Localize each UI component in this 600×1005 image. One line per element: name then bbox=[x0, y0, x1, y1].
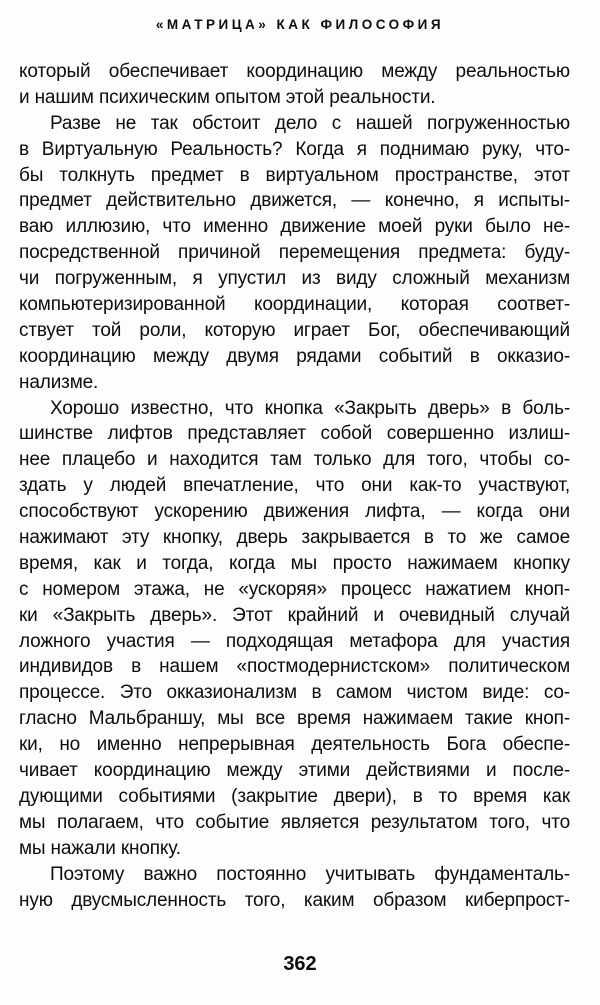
text-line: здать у людей впечатление, что они как-то участвуют, bbox=[19, 475, 570, 497]
text-line: который обеспечивает координацию между реальностью bbox=[19, 61, 570, 82]
paragraph bbox=[19, 111, 570, 396]
text-line: процессе. Это окказионализм в самом чистом виде: со- bbox=[19, 682, 570, 704]
text-line: мы полагаем, что событие является результатом того, что bbox=[19, 811, 570, 833]
text-line: и нашим психическим опытом этой реальности. bbox=[19, 86, 436, 108]
paragraph bbox=[19, 396, 570, 862]
paragraph bbox=[19, 862, 570, 914]
page-body bbox=[19, 59, 570, 913]
text-line: предмет действительно движется, — конечно, я испыты- bbox=[19, 190, 570, 212]
text-line: нее плацебо и находится там только для того, чтобы со- bbox=[19, 449, 570, 471]
running-header: «МАТРИЦА» КАК ФИЛОСОФИЯ bbox=[155, 17, 445, 32]
text-line: ки «Закрыть дверь». Этот крайний и очевидный случай bbox=[19, 604, 570, 626]
paragraph bbox=[19, 59, 570, 111]
text-line: ствует той роли, которую играет Бог, обеспечивающий bbox=[19, 319, 570, 341]
text-line: индивидов в нашем «постмодернистском» политическом bbox=[19, 656, 570, 678]
text-line: Поэтому важно постоянно учитывать фундаменталь- bbox=[50, 863, 570, 885]
text-line: нализме. bbox=[19, 371, 99, 393]
text-line: ложного участия — подходящая метафора для участия bbox=[19, 630, 570, 652]
text-line: посредственной причиной перемещения предмета: буду- bbox=[19, 242, 570, 264]
text-line: способствуют ускорению движения лифта, — когда они bbox=[19, 501, 570, 523]
text-line: чи погруженным, я упустил из виду сложный механизм bbox=[19, 268, 570, 290]
text-line: ки, но именно непрерывная деятельность Бога обеспе- bbox=[19, 734, 570, 756]
text-line: дующими событиями (закрытие двери), в то время как bbox=[19, 785, 570, 807]
text-line: компьютеризированной координации, которая соответ- bbox=[19, 294, 570, 316]
text-line: Хорошо известно, что кнопка «Закрыть дверь» в боль- bbox=[50, 397, 570, 419]
text-line: нажимают эту кнопку, дверь закрывается в то же самое bbox=[19, 527, 570, 549]
text-line: чивает координацию между этими действиями и после- bbox=[19, 760, 570, 782]
text-line: бы толкнуть предмет в виртуальном пространстве, этот bbox=[19, 164, 570, 186]
text-line: в Виртуальную Реальность? Когда я поднимаю руку, что- bbox=[19, 138, 570, 160]
text-line: координацию между двумя рядами событий в окказио- bbox=[19, 345, 570, 367]
text-line: гласно Мальбраншу, мы все время нажимаем такие кноп- bbox=[19, 708, 570, 730]
text-line: мы нажали кнопку. bbox=[19, 837, 181, 859]
text-line: с номером этажа, не «ускоряя» процесс нажатием кноп- bbox=[19, 578, 570, 600]
text-line: время, как и тогда, когда мы просто нажимаем кнопку bbox=[19, 552, 570, 574]
page-number: 362 bbox=[283, 953, 317, 975]
text-line: ваю иллюзию, что именно движение моей руки было не- bbox=[19, 216, 570, 238]
text-line: ную двусмысленность того, каким образом киберпрост- bbox=[19, 889, 570, 911]
text-line: Разве не так обстоит дело с нашей погруженностью bbox=[50, 112, 570, 134]
text-line: шинстве лифтов представляет собой совершенно излиш- bbox=[19, 423, 570, 445]
